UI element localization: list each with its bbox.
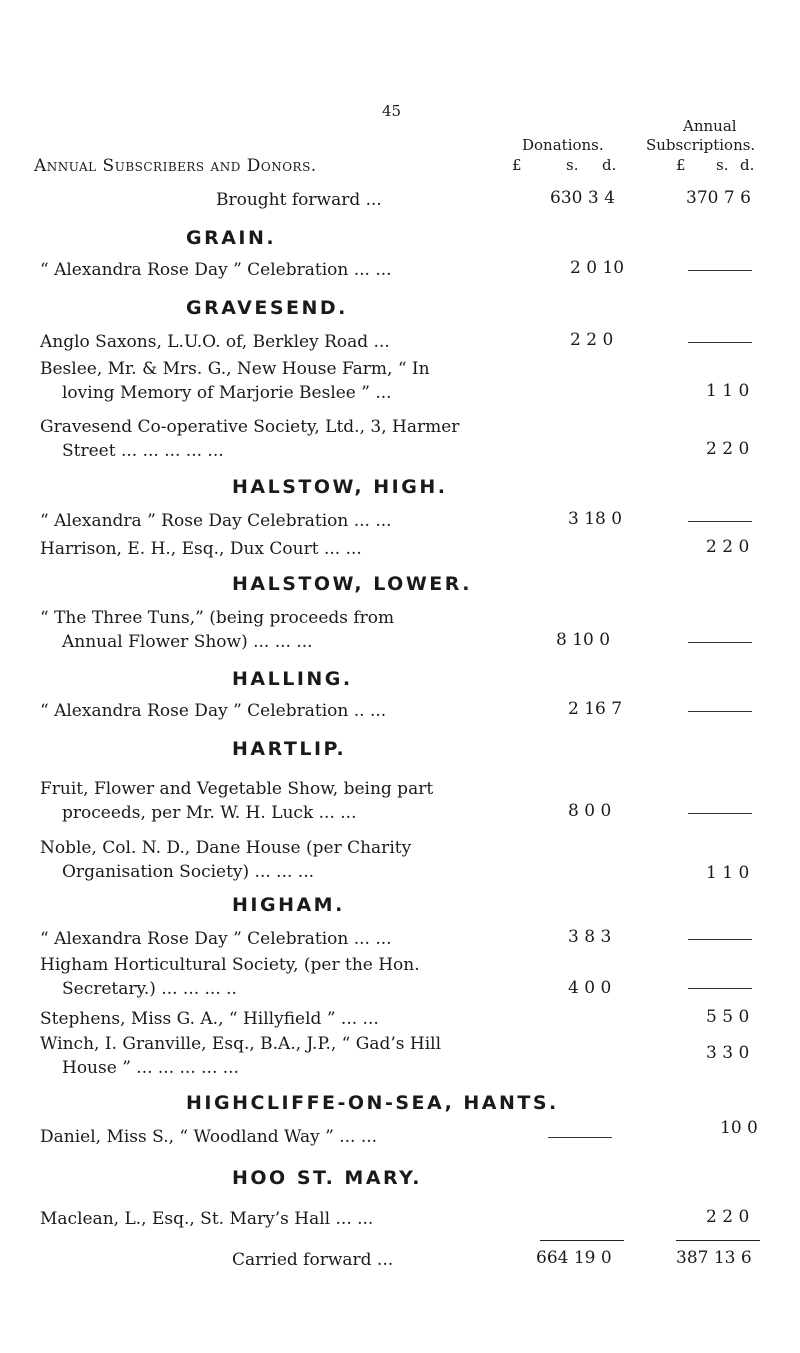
carried-forward-label: Carried forward ...	[232, 1250, 394, 1270]
brought-forward-donation: 630 3 4	[550, 188, 615, 208]
subscription-highcliffe-1: 10 0	[720, 1118, 758, 1138]
entry-highcliffe-1: Daniel, Miss S., “ Woodland Way ” ... ...	[40, 1127, 378, 1147]
donations-shillings-header: s.	[566, 156, 579, 174]
donation-higham-2: 4 0 0	[568, 978, 612, 998]
section-heading-gravesend: GRAVESEND.	[186, 297, 348, 319]
entry-gravesend-2-cont: loving Memory of Marjorie Beslee ” ...	[62, 383, 392, 403]
dash-halling-1	[688, 711, 752, 712]
brought-forward-subscription: 370 7 6	[686, 188, 751, 208]
entry-halling-1: “ Alexandra Rose Day ” Celebration .. ...	[40, 701, 387, 721]
section-heading-halstow-lower: HALSTOW, LOWER.	[232, 573, 472, 595]
subscription-gravesend-3: 2 2 0	[706, 439, 750, 459]
section-heading-hartlip: HARTLIP.	[232, 738, 347, 760]
dash-halstow-lower-1	[688, 642, 752, 643]
entry-gravesend-3: Gravesend Co-operative Society, Ltd., 3, Harmer	[40, 417, 460, 437]
dash-halstow-high-1	[688, 521, 752, 522]
entry-higham-4: Winch, I. Granville, Esq., B.A., J.P., “ Gad’s Hill	[40, 1034, 442, 1054]
entry-halstow-lower-1-cont: Annual Flower Show) ... ... ...	[62, 632, 313, 652]
column-header-annual: Annual	[683, 117, 737, 135]
donation-halling-1: 2 16 7	[568, 699, 623, 719]
subscriptions-shillings-header: s.	[716, 156, 729, 174]
entry-hartlip-1: Fruit, Flower and Vegetable Show, being part	[40, 779, 434, 799]
donation-gravesend-1: 2 2 0	[570, 330, 614, 350]
donation-higham-1: 3 8 3	[568, 927, 612, 947]
donation-grain-1: 2 0 10	[570, 258, 625, 278]
carried-forward-subscription: 387 13 6	[676, 1248, 752, 1268]
entry-halstow-lower-1: “ The Three Tuns,” (being proceeds from	[40, 608, 395, 628]
section-heading-grain: GRAIN.	[186, 227, 277, 249]
subscription-hartlip-2: 1 1 0	[706, 863, 750, 883]
subscription-higham-3: 5 5 0	[706, 1007, 750, 1027]
subscription-hoo-1: 2 2 0	[706, 1207, 750, 1227]
entry-higham-2-cont: Secretary.) ... ... ... ..	[62, 979, 237, 999]
entry-hartlip-2-cont: Organisation Society) ... ... ...	[62, 862, 314, 882]
page-title: Annual Subscribers and Donors.	[34, 156, 317, 176]
entry-gravesend-2: Beslee, Mr. & Mrs. G., New House Farm, “ In	[40, 359, 430, 379]
donation-halstow-lower-1: 8 10 0	[556, 630, 611, 650]
dash-grain-1	[688, 270, 752, 271]
subscriptions-pound-header: £	[676, 156, 686, 174]
entry-higham-3: Stephens, Miss G. A., “ Hillyfield ” ... ...	[40, 1009, 379, 1029]
page-number: 45	[382, 102, 402, 120]
donations-total-rule	[540, 1240, 624, 1241]
carried-forward-donation: 664 19 0	[536, 1248, 612, 1268]
entry-higham-2: Higham Horticultural Society, (per the Hon.	[40, 955, 420, 975]
subscriptions-total-rule	[676, 1240, 760, 1241]
section-heading-halling: HALLING.	[232, 668, 353, 690]
subscription-gravesend-2: 1 1 0	[706, 381, 750, 401]
dash-higham-1	[688, 939, 752, 940]
subscription-halstow-high-2: 2 2 0	[706, 537, 750, 557]
section-heading-halstow-high: HALSTOW, HIGH.	[232, 476, 448, 498]
entry-halstow-high-1: “ Alexandra ” Rose Day Celebration ... ...	[40, 511, 392, 531]
dash-hartlip-1	[688, 813, 752, 814]
subscription-higham-4: 3 3 0	[706, 1043, 750, 1063]
entry-higham-4-cont: House ” ... ... ... ... ...	[62, 1058, 239, 1078]
entry-gravesend-1: Anglo Saxons, L.U.O. of, Berkley Road ...	[40, 332, 390, 352]
entry-grain-1: “ Alexandra Rose Day ” Celebration ... ...	[40, 260, 392, 280]
entry-halstow-high-2: Harrison, E. H., Esq., Dux Court ... ...	[40, 539, 362, 559]
column-header-subscriptions: Subscriptions.	[646, 136, 756, 154]
dash-higham-2	[688, 988, 752, 989]
section-heading-hoo: HOO ST. MARY.	[232, 1167, 422, 1189]
section-heading-higham: HIGHAM.	[232, 894, 345, 916]
entry-gravesend-3-cont: Street ... ... ... ... ...	[62, 441, 224, 461]
subscriptions-pence-header: d.	[740, 156, 755, 174]
donations-pound-header: £	[512, 156, 522, 174]
donation-hartlip-1: 8 0 0	[568, 801, 612, 821]
brought-forward-label: Brought forward ...	[216, 190, 382, 210]
section-heading-highcliffe: HIGHCLIFFE-ON-SEA, HANTS.	[186, 1092, 559, 1114]
entry-hartlip-2: Noble, Col. N. D., Dane House (per Charity	[40, 838, 412, 858]
column-header-donations: Donations.	[522, 136, 604, 154]
dash-gravesend-1	[688, 342, 752, 343]
entry-hartlip-1-cont: proceeds, per Mr. W. H. Luck ... ...	[62, 803, 357, 823]
entry-hoo-1: Maclean, L., Esq., St. Mary’s Hall ... ...	[40, 1209, 374, 1229]
donation-halstow-high-1: 3 18 0	[568, 509, 623, 529]
dash-highcliffe-1	[548, 1137, 612, 1138]
entry-higham-1: “ Alexandra Rose Day ” Celebration ... ...	[40, 929, 392, 949]
donations-pence-header: d.	[602, 156, 617, 174]
